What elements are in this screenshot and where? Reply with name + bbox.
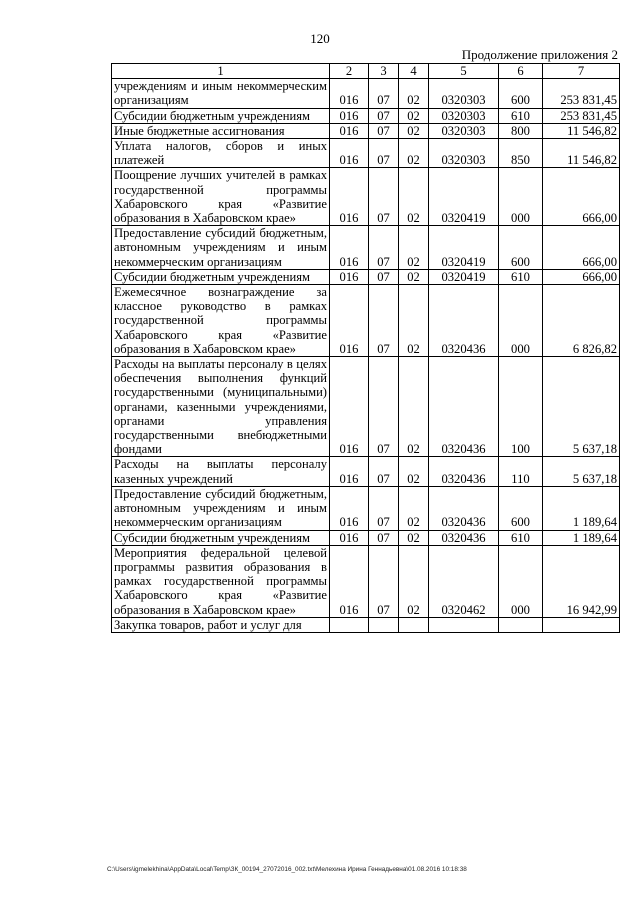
row-amount: 16 942,99 [543,545,620,617]
row-target-article: 0320419 [429,269,499,284]
row-expense-type: 610 [499,269,543,284]
row-amount: 666,00 [543,226,620,270]
row-expense-type: 600 [499,226,543,270]
row-subsection [399,617,429,632]
row-amount: 253 831,45 [543,79,620,108]
row-name: Уплата налогов, сборов и иных платежей [112,139,330,168]
row-subsection: 02 [399,545,429,617]
row-name: Предоставление субсидий бюджетным, автономным учреждениям и иным некоммерческим организациям [112,486,330,530]
page-number: 120 [310,31,330,46]
row-section: 07 [369,79,399,108]
row-amount: 11 546,82 [543,139,620,168]
row-name: учреждениям и иным некоммерческим организациям [112,79,330,108]
header-col-6: 6 [499,64,543,79]
file-path-footer: C:\Users\igmelekhina\AppData\Local\Temp\ЗК_00194_27072016_002.txt\Мелехина Ирина Геннадьевна\01.08.2016 10:18:38 [107,866,467,873]
row-subsection: 02 [399,285,429,357]
header-col-7: 7 [543,64,620,79]
table-row [112,530,620,545]
table-row [112,285,620,357]
row-target-article: 0320436 [429,486,499,530]
row-section [369,617,399,632]
row-subsection: 02 [399,139,429,168]
row-amount: 1 189,64 [543,530,620,545]
row-expense-type: 850 [499,139,543,168]
row-section: 07 [369,226,399,270]
row-ministry: 016 [330,457,369,486]
row-ministry: 016 [330,79,369,108]
continuation-caption: Продолжение приложения 2 [461,47,618,62]
row-section: 07 [369,108,399,123]
row-ministry: 016 [330,530,369,545]
row-name: Ежемесячное вознаграждение за классное руководство в рамках государственной программы Хабаровского края «Развитие образования в Хабаровском крае» [112,285,330,357]
row-target-article [429,617,499,632]
table-row [112,457,620,486]
row-target-article: 0320436 [429,357,499,457]
row-expense-type: 000 [499,168,543,226]
header-col-4: 4 [399,64,429,79]
row-amount: 666,00 [543,168,620,226]
row-ministry: 016 [330,226,369,270]
header-col-1: 1 [112,64,330,79]
row-target-article: 0320436 [429,457,499,486]
row-ministry: 016 [330,123,369,138]
row-amount: 1 189,64 [543,486,620,530]
row-expense-type: 600 [499,486,543,530]
row-amount: 11 546,82 [543,123,620,138]
row-ministry [330,617,369,632]
row-subsection: 02 [399,226,429,270]
row-target-article: 0320462 [429,545,499,617]
row-name: Расходы на выплаты персоналу казенных учреждений [112,457,330,486]
row-subsection: 02 [399,486,429,530]
table-row [112,79,620,108]
row-name: Закупка товаров, работ и услуг для [112,617,330,632]
row-expense-type: 600 [499,79,543,108]
row-ministry: 016 [330,486,369,530]
row-section: 07 [369,486,399,530]
row-subsection: 02 [399,108,429,123]
row-ministry: 016 [330,545,369,617]
table-row [112,168,620,226]
row-subsection: 02 [399,269,429,284]
row-ministry: 016 [330,269,369,284]
table-row [112,357,620,457]
row-expense-type: 800 [499,123,543,138]
row-expense-type: 000 [499,545,543,617]
row-amount [543,617,620,632]
row-target-article: 0320303 [429,108,499,123]
row-amount: 253 831,45 [543,108,620,123]
table-row [112,123,620,138]
row-subsection: 02 [399,168,429,226]
row-name: Иные бюджетные ассигнования [112,123,330,138]
row-expense-type: 610 [499,108,543,123]
row-section: 07 [369,285,399,357]
row-ministry: 016 [330,285,369,357]
row-subsection: 02 [399,457,429,486]
row-ministry: 016 [330,168,369,226]
row-ministry: 016 [330,357,369,457]
row-expense-type: 110 [499,457,543,486]
row-target-article: 0320419 [429,226,499,270]
row-section: 07 [369,269,399,284]
budget-table [111,63,620,633]
row-target-article: 0320419 [429,168,499,226]
row-amount: 5 637,18 [543,357,620,457]
row-section: 07 [369,357,399,457]
row-target-article: 0320303 [429,79,499,108]
row-expense-type [499,617,543,632]
row-subsection: 02 [399,123,429,138]
row-name: Субсидии бюджетным учреждениям [112,269,330,284]
row-name: Субсидии бюджетным учреждениям [112,530,330,545]
row-target-article: 0320303 [429,123,499,138]
row-section: 07 [369,139,399,168]
row-subsection: 02 [399,530,429,545]
row-name: Расходы на выплаты персоналу в целях обеспечения выполнения функций государственными (муниципальными) органами, казенными учреждениями, органами управления государственными внебюджетными фондами [112,357,330,457]
row-ministry: 016 [330,139,369,168]
row-name: Субсидии бюджетным учреждениям [112,108,330,123]
table-row [112,486,620,530]
row-name: Поощрение лучших учителей в рамках государственной программы Хабаровского края «Развитие образования в Хабаровском крае» [112,168,330,226]
row-expense-type: 100 [499,357,543,457]
row-section: 07 [369,123,399,138]
table-row [112,226,620,270]
row-target-article: 0320436 [429,285,499,357]
table-row [112,108,620,123]
row-amount: 5 637,18 [543,457,620,486]
row-amount: 666,00 [543,269,620,284]
row-name: Мероприятия федеральной целевой программы развития образования в рамках государственной программы Хабаровского края «Развитие образования в Хабаровском крае» [112,545,330,617]
row-expense-type: 610 [499,530,543,545]
row-section: 07 [369,457,399,486]
header-col-3: 3 [369,64,399,79]
row-amount: 6 826,82 [543,285,620,357]
header-col-5: 5 [429,64,499,79]
row-subsection: 02 [399,79,429,108]
table-row [112,545,620,617]
row-target-article: 0320303 [429,139,499,168]
row-name: Предоставление субсидий бюджетным, автономным учреждениям и иным некоммерческим организациям [112,226,330,270]
row-ministry: 016 [330,108,369,123]
table-row [112,139,620,168]
table-header-row [112,64,620,79]
table-row [112,269,620,284]
table-row [112,617,620,632]
row-target-article: 0320436 [429,530,499,545]
row-section: 07 [369,545,399,617]
row-expense-type: 000 [499,285,543,357]
row-subsection: 02 [399,357,429,457]
row-section: 07 [369,168,399,226]
header-col-2: 2 [330,64,369,79]
row-section: 07 [369,530,399,545]
